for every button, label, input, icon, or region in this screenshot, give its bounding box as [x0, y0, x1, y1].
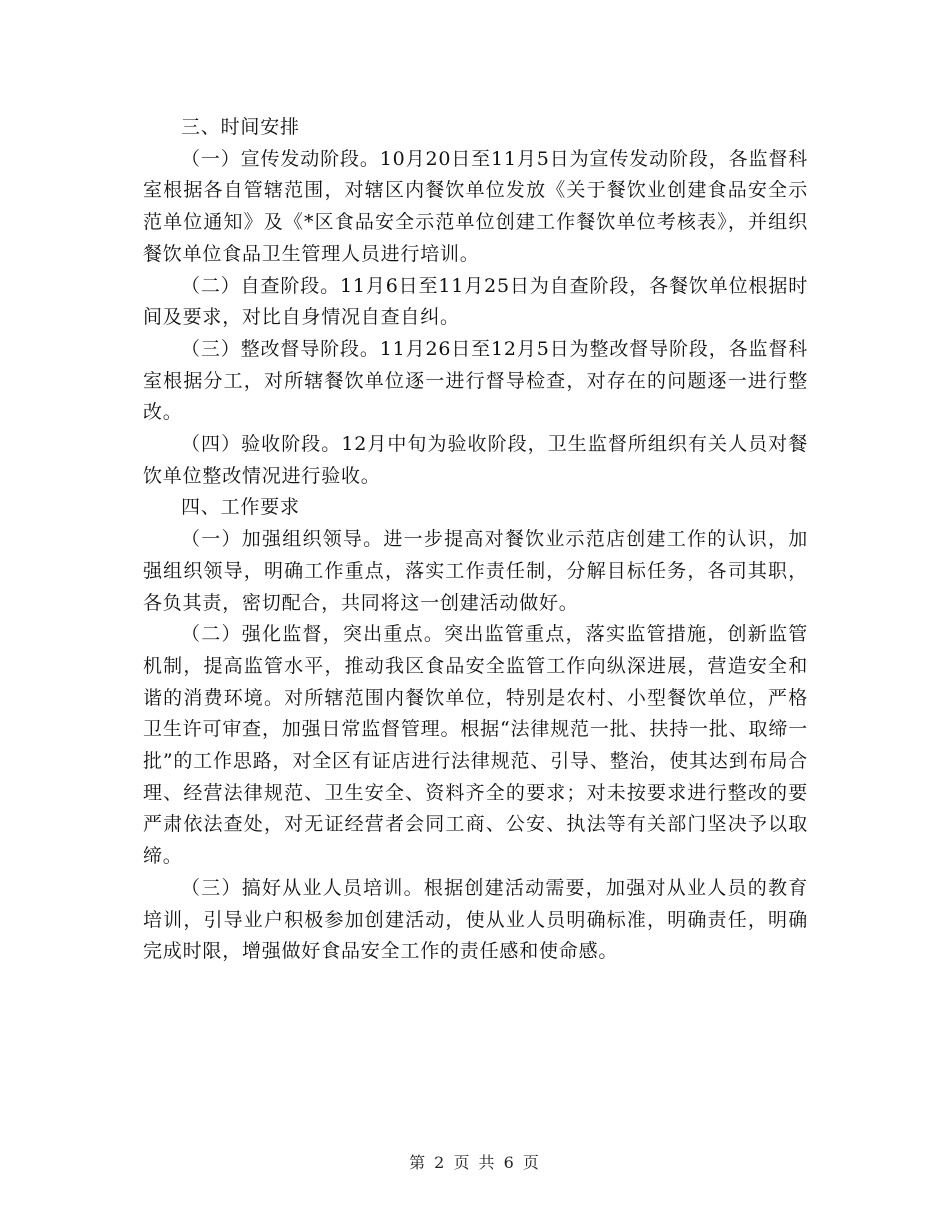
- paragraph-publicity-stage: （一）宣传发动阶段。10月20日至11月5日为宣传发动阶段，各监督科室根据各自管辖范围，对辖区内餐饮单位发放《关于餐饮业创建食品安全示范单位通知》及《*区食品安全示范单位创建工作餐饮单位考核表》，并组织餐饮单位食品卫生管理人员进行培训。: [143, 147, 808, 265]
- page-footer: 第 2 页 共 6 页: [409, 1153, 541, 1172]
- paragraph-self-inspection-stage: （二）自查阶段。11月6日至11月25日为自查阶段，各餐饮单位根据时间及要求，对比自身情况自查自纠。: [143, 274, 808, 329]
- paragraph-staff-training: （三）搞好从业人员培训。根据创建活动需要，加强对从业人员的教育培训，引导业户积极参加创建活动，使从业人员明确标准，明确责任，明确完成时限，增强做好食品安全工作的责任感和使命感。: [143, 876, 808, 963]
- paragraph-strengthen-supervision: （二）强化监督，突出重点。突出监管重点，落实监管措施，创新监管机制，提高监管水平，推动我区食品安全监管工作向纵深进展，营造安全和谐的消费环境。对所辖范围内餐饮单位，特别是农村、小型餐饮单位，严格卫生许可审查，加强日常监督管理。根据“法律规范一批、扶持一批、取缔一批”的工作思路，对全区有证店进行法律规范、引导、整治，使其达到布局合理、经营法律规范、卫生安全、资料齐全的要求；对未按要求进行整改的要严肃依法查处，对无证经营者会同工商、公安、执法等有关部门坚决予以取缔。: [143, 623, 808, 868]
- paragraph-acceptance-stage: （四）验收阶段。12月中旬为验收阶段，卫生监督所组织有关人员对餐饮单位整改情况进行验收。: [143, 433, 808, 487]
- paragraph-rectification-stage: （三）整改督导阶段。11月26日至12月5日为整改督导阶段，各监督科室根据分工，对所辖餐饮单位逐一进行督导检查，对存在的问题逐一进行整改。: [143, 337, 808, 424]
- paragraph-organizational-leadership: （一）加强组织领导。进一步提高对餐饮业示范店创建工作的认识，加强组织领导，明确工作重点，落实工作责任制，分解目标任务，各司其职，各负其责，密切配合，共同将这一创建活动做好。: [143, 528, 808, 614]
- document-body: [143, 112, 808, 968]
- section-heading-schedule: 三、时间安排: [181, 116, 300, 138]
- section-heading-requirements: 四、工作要求: [181, 496, 300, 519]
